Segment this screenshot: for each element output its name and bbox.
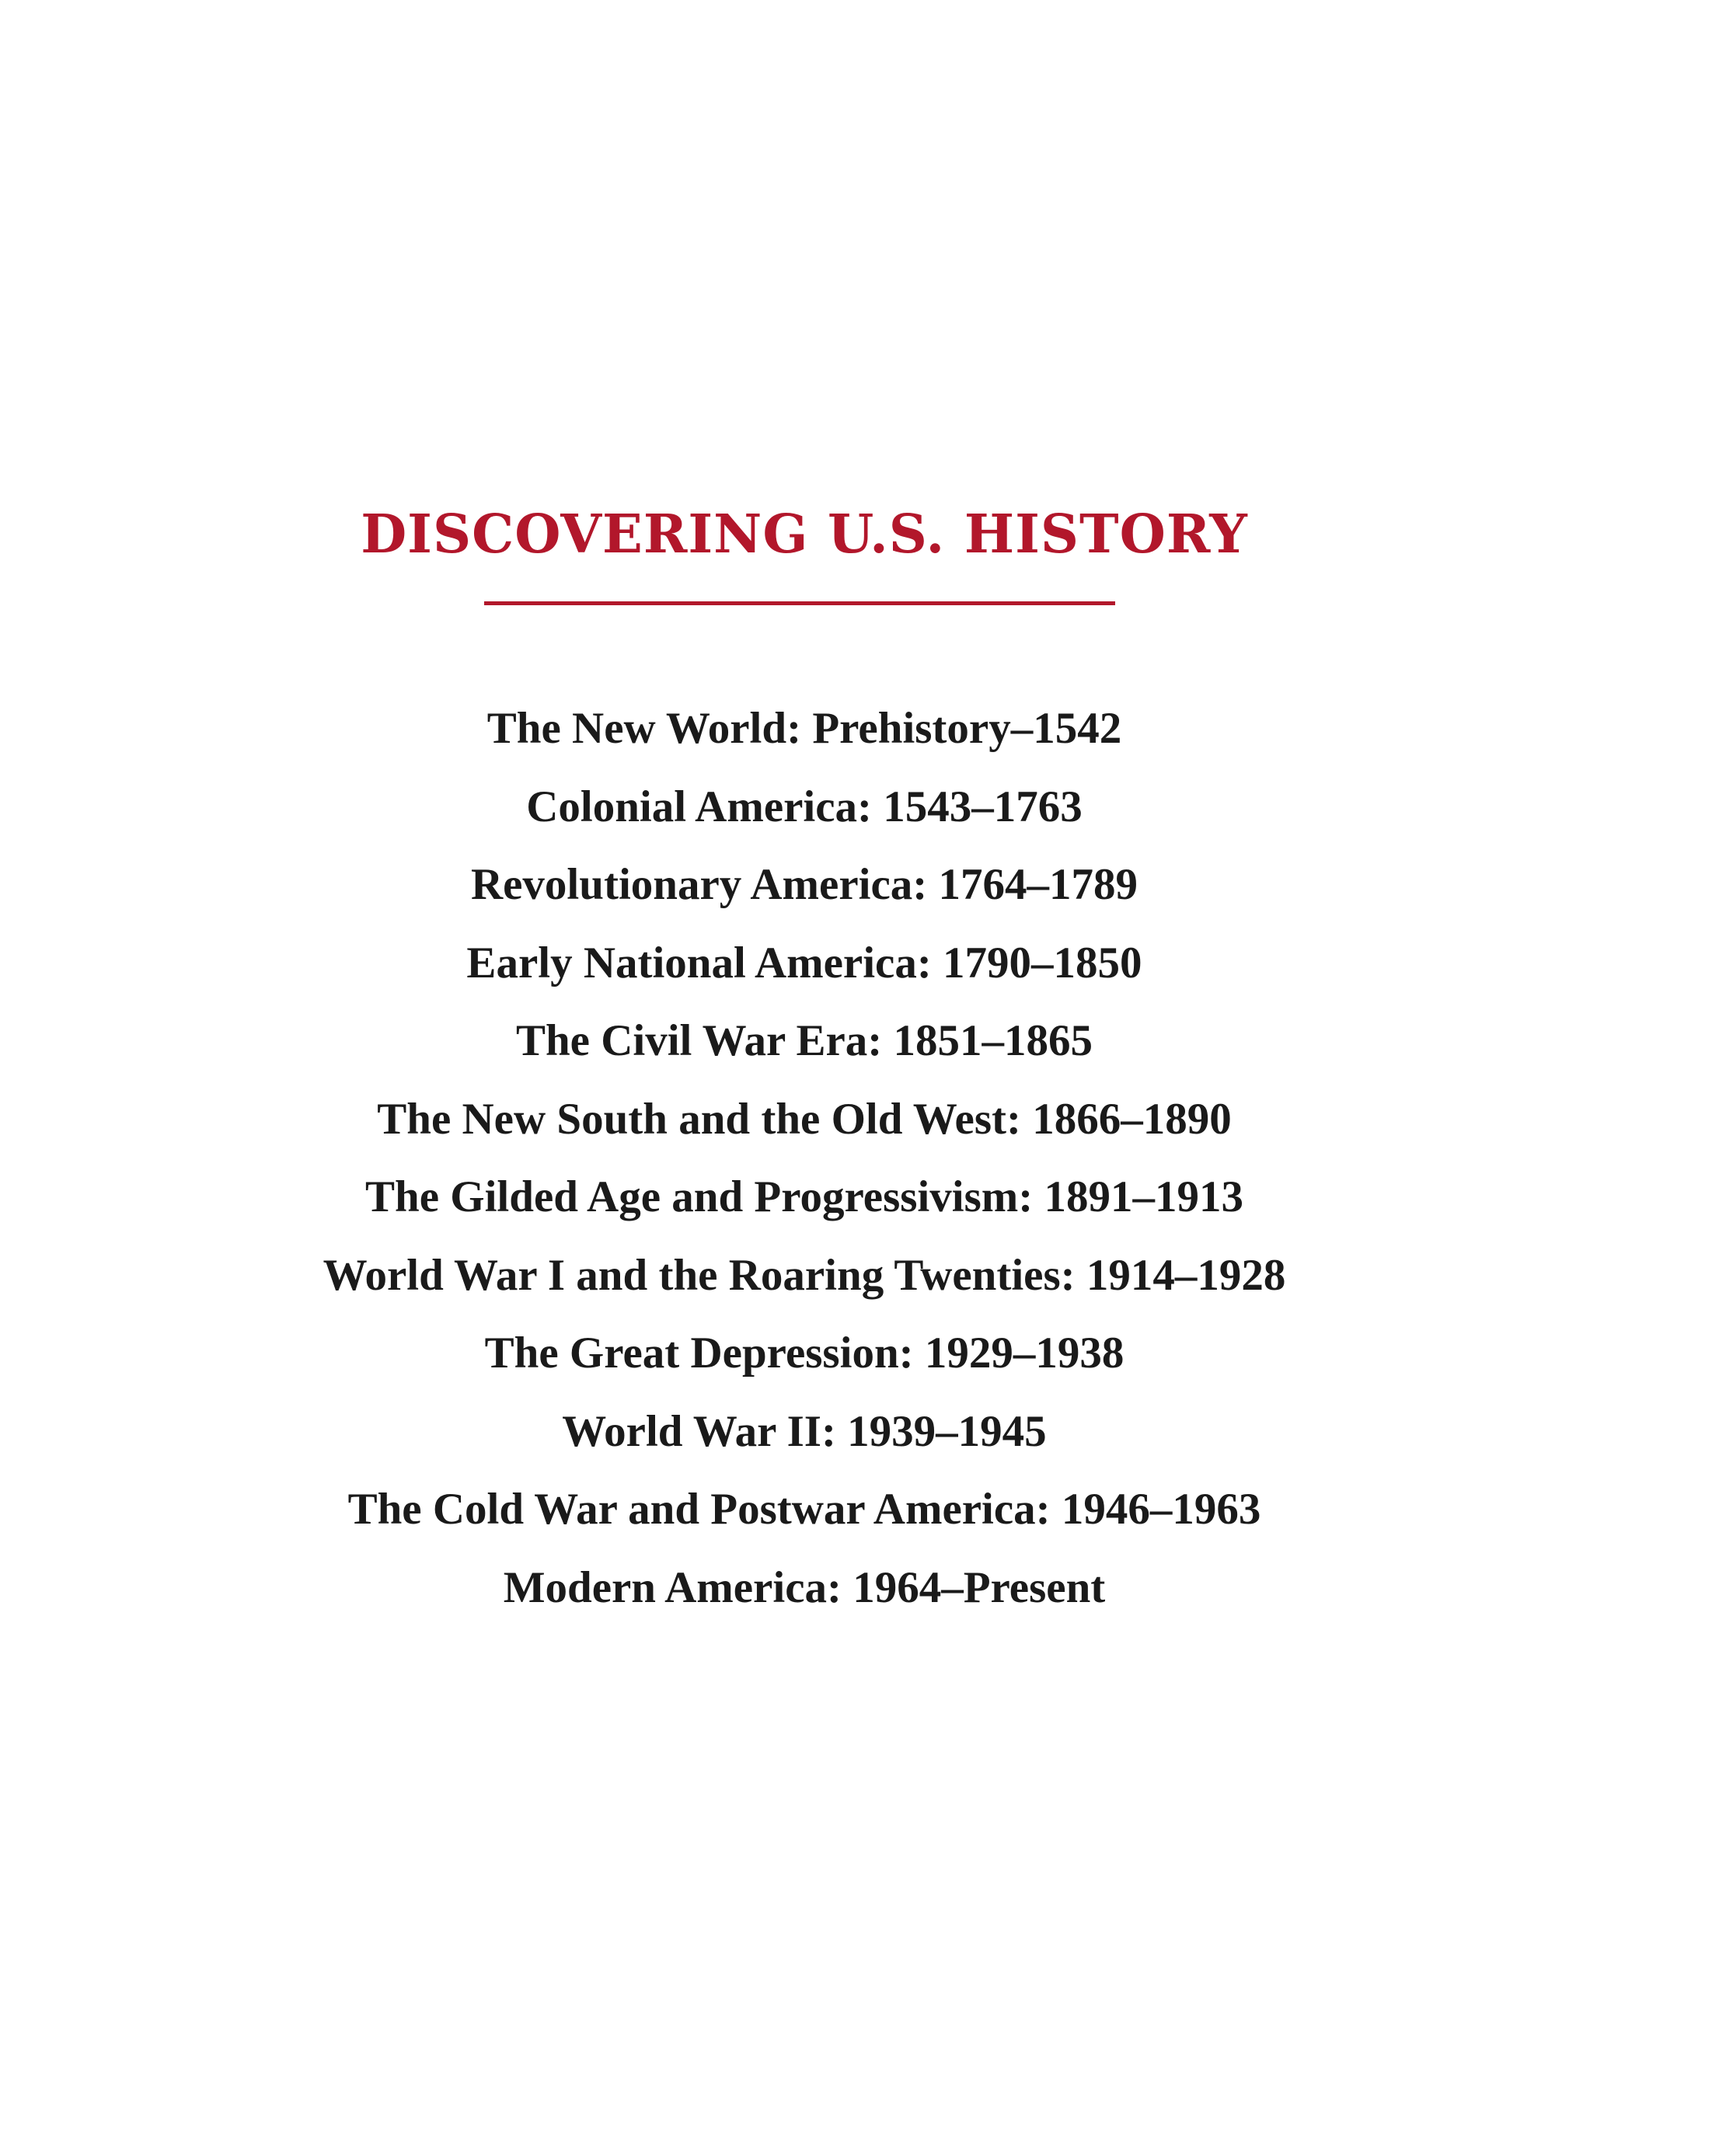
volume-item: The Civil War Era: 1851–1865	[515, 1016, 1093, 1065]
volume-item: The Gilded Age and Progressivism: 1891–1913	[364, 1172, 1244, 1221]
volume-item: Revolutionary America: 1764–1789	[470, 860, 1138, 909]
volume-item: The Great Depression: 1929–1938	[484, 1329, 1124, 1378]
volume-item: The New South and the Old West: 1866–1890	[377, 1094, 1232, 1144]
volume-item: The New World: Prehistory–1542	[486, 704, 1122, 753]
title-underline	[484, 601, 1115, 605]
volume-item: Colonial America: 1543–1763	[526, 782, 1083, 831]
volume-item: World War II: 1939–1945	[562, 1406, 1047, 1456]
volume-list	[0, 690, 1609, 1627]
volume-item: Early National America: 1790–1850	[466, 938, 1142, 987]
series-title: DISCOVERING U.S. HISTORY	[361, 503, 1248, 566]
volume-item: The Cold War and Postwar America: 1946–1963	[347, 1485, 1261, 1534]
volume-item: Modern America: 1964–Present	[503, 1562, 1106, 1612]
volume-item: World War I and the Roaring Twenties: 1914–1928	[323, 1250, 1286, 1300]
